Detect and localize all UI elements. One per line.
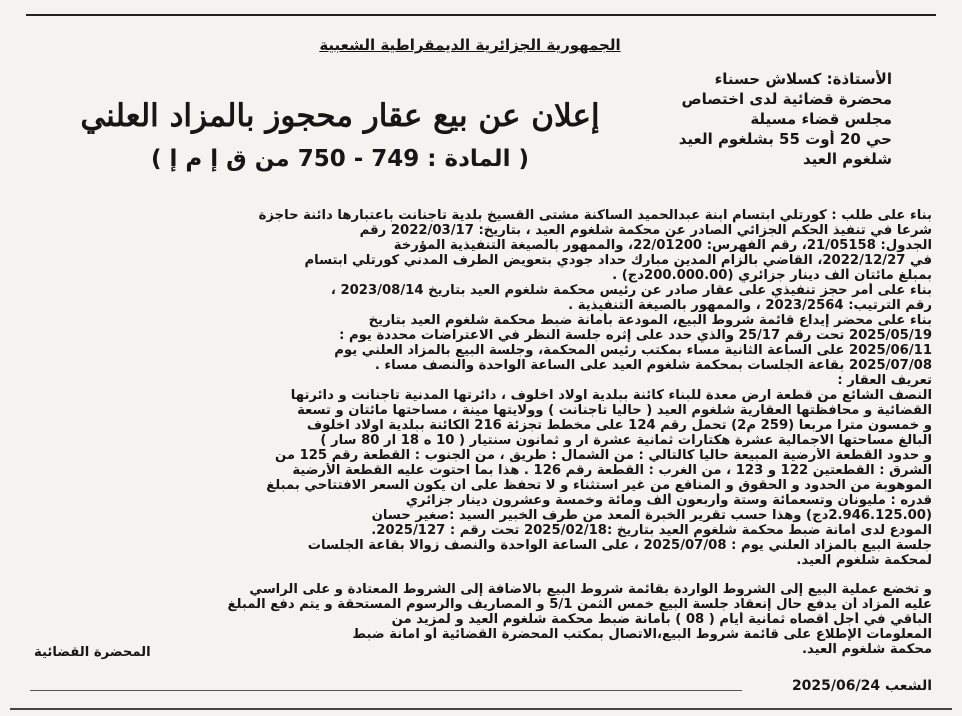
- body-line: لمحكمة شلغوم العيد.: [796, 553, 932, 568]
- body-line: 2025/07/08 بقاعة الجلسات بمحكمة شلغوم العيد على الساعة الواحدة والنصف مساء .: [374, 358, 932, 373]
- body-line: بناء على أمر حجز تنفيذي على عقار صادر عن رئيس محكمة شلغوم العيد بتاريخ 2023/08/14 ،: [330, 283, 932, 298]
- body-line: و حدود القطعة الأرضية المبيعة حاليا كالتالي : من الشمال : طريق ، من الجنوب : القطعة رقم 125 من: [274, 448, 932, 463]
- body-line: و خمسون مترا مربعا (259 م2) تحمل رقم 124 على مخطط تجزئة 216 الكائنة ببلدية اولاد اخلوف: [306, 418, 932, 433]
- body-line: 2025/05/19 تحت رقم 25/17 والذي حدد على إثره جلسة النظر في الاعتراضات محددة يوم :: [339, 328, 932, 343]
- publication-date: 2025/06/24: [791, 678, 881, 694]
- closing-line: الباقي في أجل أقصاه ثمانية أيام ( 08 ) بأمانة ضبط محكمة شلغوم العيد و لمزيد من: [391, 612, 932, 627]
- body-line: الجدول: 21/05158، رقم الفهرس: 22/01200، والممهور بالصيغة التنفيذية المؤرخة: [393, 238, 932, 253]
- body-line: القضائية و محافظتها العقارية شلغوم العيد ( حاليا تاجنانت ) وولايتها مينة ، مساحتها مائتان و تسعة: [297, 403, 932, 418]
- signature: المحضرة القضائية: [34, 645, 151, 660]
- announcement-title: إعلان عن بيع عقار محجوز بالمزاد العلني: [80, 98, 600, 134]
- closing-line: المعلومات الإطلاع على قائمة شروط البيع،الاتصال بمكتب المحضرة القضائية أو امانة ضبط: [352, 627, 932, 642]
- office-line-role: محضرة قضائية لدى اختصاص: [681, 90, 892, 108]
- body-line: المودع لدى أمانة ضبط محكمة شلغوم العيد بتاريخ :2025/02/18 تحت رقم : 2025/127.: [371, 523, 932, 538]
- announcement-subtitle: ( المادة : 749 - 750 من ق إ م إ ): [151, 146, 529, 172]
- body-line: قدره : مليونان وتسعمائة وستة وأربعون ألف ومائة وخمسة وعشرون دينار جزائري: [405, 493, 932, 508]
- property-definition-heading: تعريف العقار :: [837, 373, 932, 388]
- body-line: الشرق : القطعتين 122 و 123 ، من الغرب : القطعة رقم 126 . هذا بما احتوت عليه القطعة الأرضية: [292, 463, 932, 478]
- bottom-border-line: [10, 708, 952, 710]
- closing-line: و تخضع عملية البيع إلى الشروط الواردة بقائمة شروط البيع بالاضافة إلى الشروط المعتادة و على الراسي: [249, 582, 932, 597]
- republic-heading: الجمهورية الجزائرية الديمقراطية الشعبية: [319, 36, 621, 54]
- body-line: البالغ مساحتها الاجمالية عشرة هكتارات ثمانية عشرة آر و ثمانون سنتيار ( 10 ه 18 آر 80 سار ): [320, 433, 932, 448]
- closing-line: محكمة شلغوم العيد.: [801, 642, 932, 657]
- closing-line: عليه المزاد أن يدفع حال إنعقاد جلسة البيع خمس الثمن 5/1 و المصاريف والرسوم المستحقة و يتم دفع المبلغ: [227, 597, 932, 612]
- body-line: 2025/06/11 على الساعة الثانية مساء بمكتب رئيس المحكمة، وجلسة البيع بالمزاد العلني يوم: [334, 343, 932, 358]
- footer-source: [632, 678, 932, 694]
- body-line: شرعا في تنفيذ الحكم الجزائي الصادر عن محكمة شلغوم العيد ، بتاريخ: 2022/03/17 رقم: [359, 223, 932, 238]
- top-border-line: [26, 14, 936, 16]
- newspaper-name: الشعب: [884, 678, 932, 694]
- office-line-council: مجلس قضاء مسيلة: [750, 110, 892, 128]
- body-line: جلسة البيع بالمزاد العلني يوم : 2025/07/08 ، على الساعة الواحدة والنصف زوالا بقاعة الجلسات: [307, 538, 932, 553]
- body-line: بناء على محضر إيداع قائمة شروط البيع، المودعة بأمانة ضبط محكمة شلغوم العيد بتاريخ: [368, 313, 932, 328]
- office-line-name: الأستاذة: كسلاش حسناء: [714, 70, 892, 88]
- body-line: بمبلغ مائتان ألف دينار جزائري (200.000.00دج) .: [612, 268, 932, 283]
- body-line: في 2022/12/27، القاضي بالزام المدين مبارك حداد جودي بتعويض الطرف المدني كورتلي ابتسام: [304, 253, 932, 268]
- office-line-address: حي 20 أوت 55 بشلغوم العيد: [678, 130, 892, 148]
- body-line: (2.946.125.00دج) وهذا حسب تقرير الخبرة المعد من طرف الخبير السيد :صغير حسان: [371, 508, 932, 523]
- body-line: الموهوبة من الحدود و الحقوق و المنافع من غير استثناء و لا تحفظ على أن يكون السعر الافتتاحي بمبلغ: [266, 478, 932, 493]
- body-line: بناء على طلب : كورتلي ابتسام ابنة عبدالحميد الساكنة مشتى القسيخ بلدية تاجنانت باعتبارها دائنة حاجزة: [258, 208, 932, 223]
- office-line-city: شلغوم العيد: [803, 150, 892, 168]
- body-line: رقم الترتيب: 2023/2564 ، والممهور بالصيغة التنفيذية .: [568, 298, 932, 313]
- body-line: النصف الشائع من قطعة ارض معدة للبناء كائنة ببلدية اولاد اخلوف ، دائرتها المدنية تاجنانت و دائرتها: [290, 388, 932, 403]
